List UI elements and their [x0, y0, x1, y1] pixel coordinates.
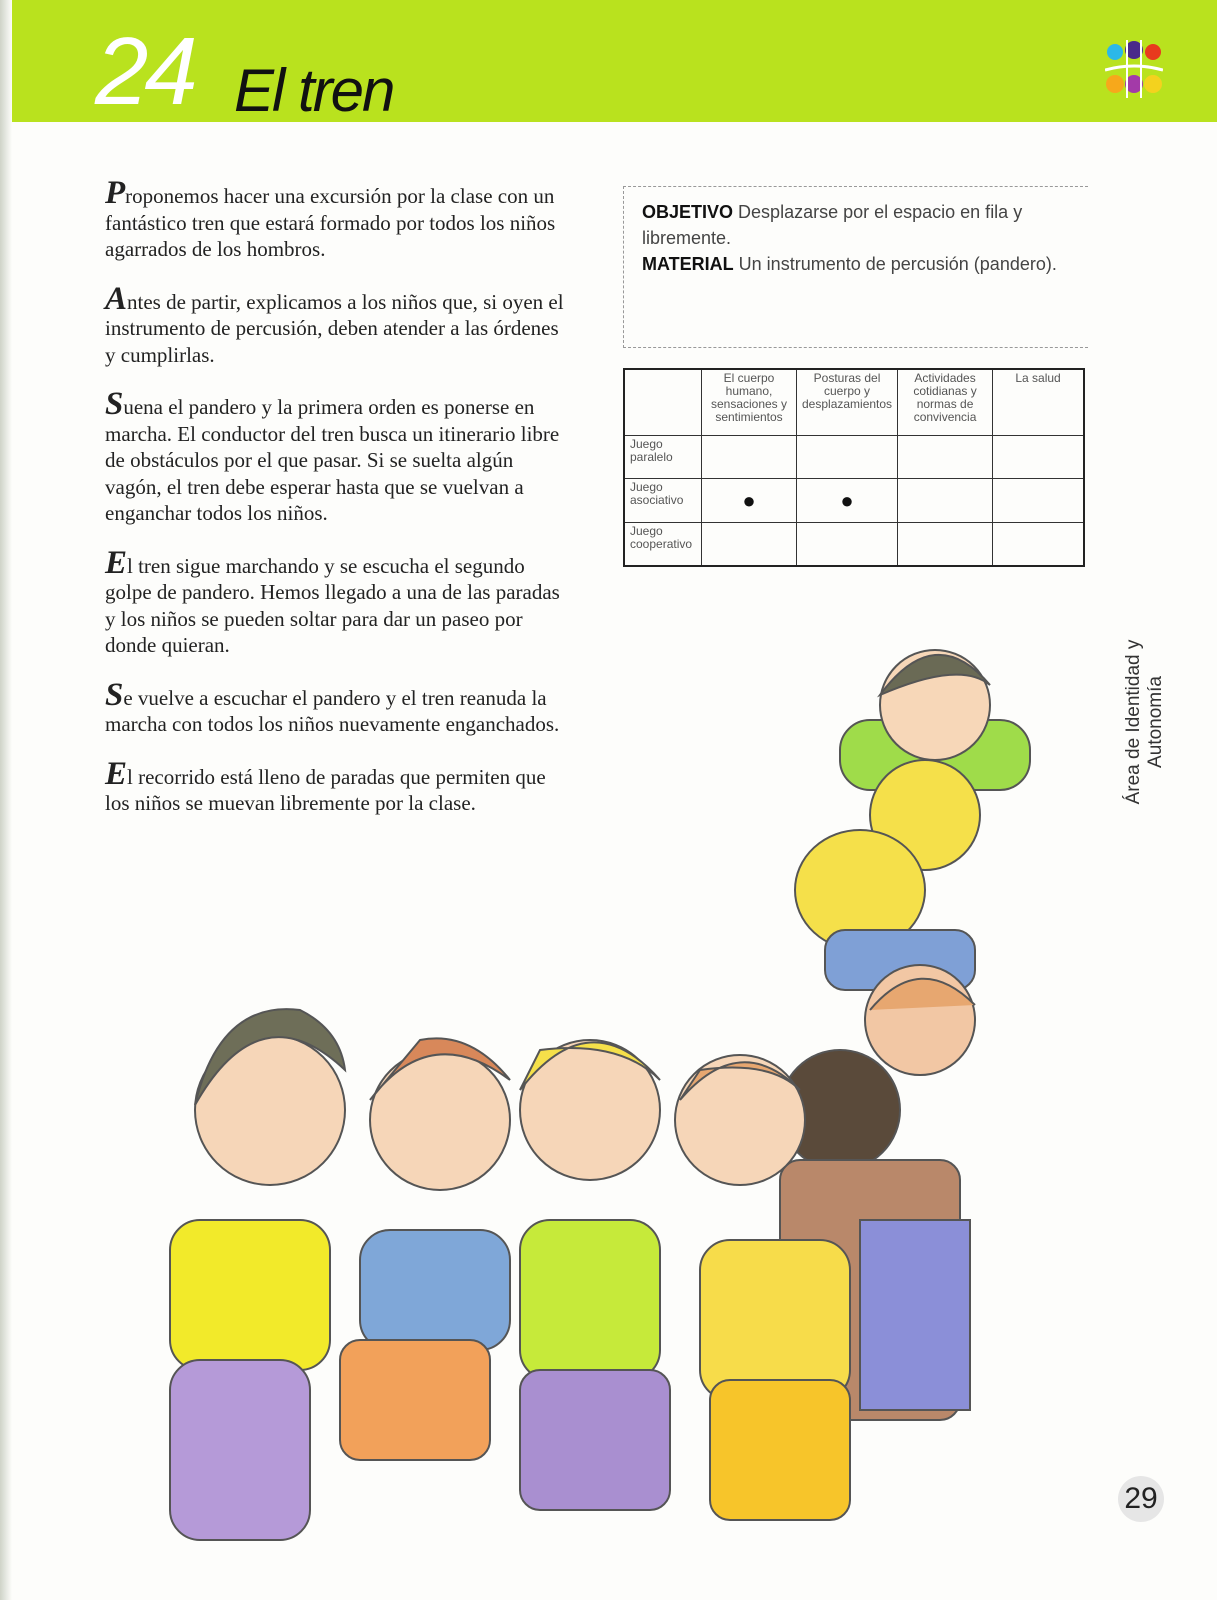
table-cell [898, 435, 993, 478]
row-label: Juego cooperativo [624, 522, 702, 566]
paragraph-text: roponemos hacer una excursión por la clase con un fantástico tren que estará formado por todos los niños agarrados de los hombros. [105, 184, 556, 261]
row-label: Juego asociativo [624, 478, 702, 522]
paragraph-text: l recorrido está lleno de paradas que permiten que los niños se muevan libremente por la clase. [105, 764, 546, 815]
column-header: La salud [993, 369, 1085, 435]
table-row [624, 435, 1084, 478]
drop-cap: E [105, 755, 128, 792]
table-row [624, 522, 1084, 566]
table-cell [993, 478, 1085, 522]
paragraph-text: l tren sigue marchando y se escucha el segundo golpe de pandero. Hemos llegado a una de las paradas y los niños se pueden soltar para dar un paseo por donde quieran. [105, 553, 560, 657]
activity-number: 24 [95, 18, 194, 125]
area-side-label: Área de Identidad y Autonomía [1123, 639, 1166, 805]
page-number: 29 [1118, 1476, 1164, 1522]
table-cell [898, 522, 993, 566]
table-cell [702, 435, 797, 478]
curriculum-table [623, 368, 1085, 567]
table-cell: ● [702, 478, 797, 522]
corner-cell [624, 369, 702, 435]
table-cell [702, 522, 797, 566]
material-label: MATERIAL [642, 254, 734, 274]
table-cell [898, 478, 993, 522]
paragraph [105, 175, 565, 263]
table-cell [797, 435, 898, 478]
table-cell: ● [797, 478, 898, 522]
drop-cap: S [105, 676, 124, 713]
drop-cap: P [105, 175, 126, 211]
material-text: Un instrumento de percusión (pandero). [738, 254, 1057, 274]
paragraph [105, 386, 565, 527]
children-train-illustration [0, 600, 1100, 1600]
objective-text: Desplazarse por el espacio en fila y libremente. [642, 202, 1023, 248]
paragraph-text: e vuelve a escuchar el pandero y el tren reanuda la marcha con todos los niños nuevamente enganchados. [105, 685, 560, 736]
paragraph-text: ntes de partir, explicamos a los niños que, si oyen el instrumento de percusión, deben atender a las órdenes y cumplirlas. [105, 289, 564, 367]
drop-cap: A [105, 280, 128, 317]
column-header: El cuerpo humano, sensaciones y sentimientos [702, 369, 797, 435]
paragraph-text: uena el pandero y la primera orden es ponerse en marcha. El conductor del tren busca un itinerario libre de obstáculos por el que pasar. Si se suelta algún vagón, el tren debe esperar hasta que se vuelvan a enganchar todos los niños. [105, 395, 560, 525]
drop-cap: E [105, 544, 128, 581]
table-cell [993, 522, 1085, 566]
objective-label: OBJETIVO [642, 202, 734, 222]
page-title: El tren [234, 57, 394, 124]
column-header: Actividades cotidianas y normas de convivencia [898, 369, 993, 435]
row-label: Juego paralelo [624, 435, 702, 478]
color-dots-logo-icon [1105, 40, 1163, 98]
table-cell [797, 522, 898, 566]
objective-box [623, 186, 1088, 348]
paragraph [105, 280, 565, 369]
table-cell [993, 435, 1085, 478]
column-header: Posturas del cuerpo y desplazamientos [797, 369, 898, 435]
drop-cap: S [105, 386, 124, 422]
table-row [624, 478, 1084, 522]
